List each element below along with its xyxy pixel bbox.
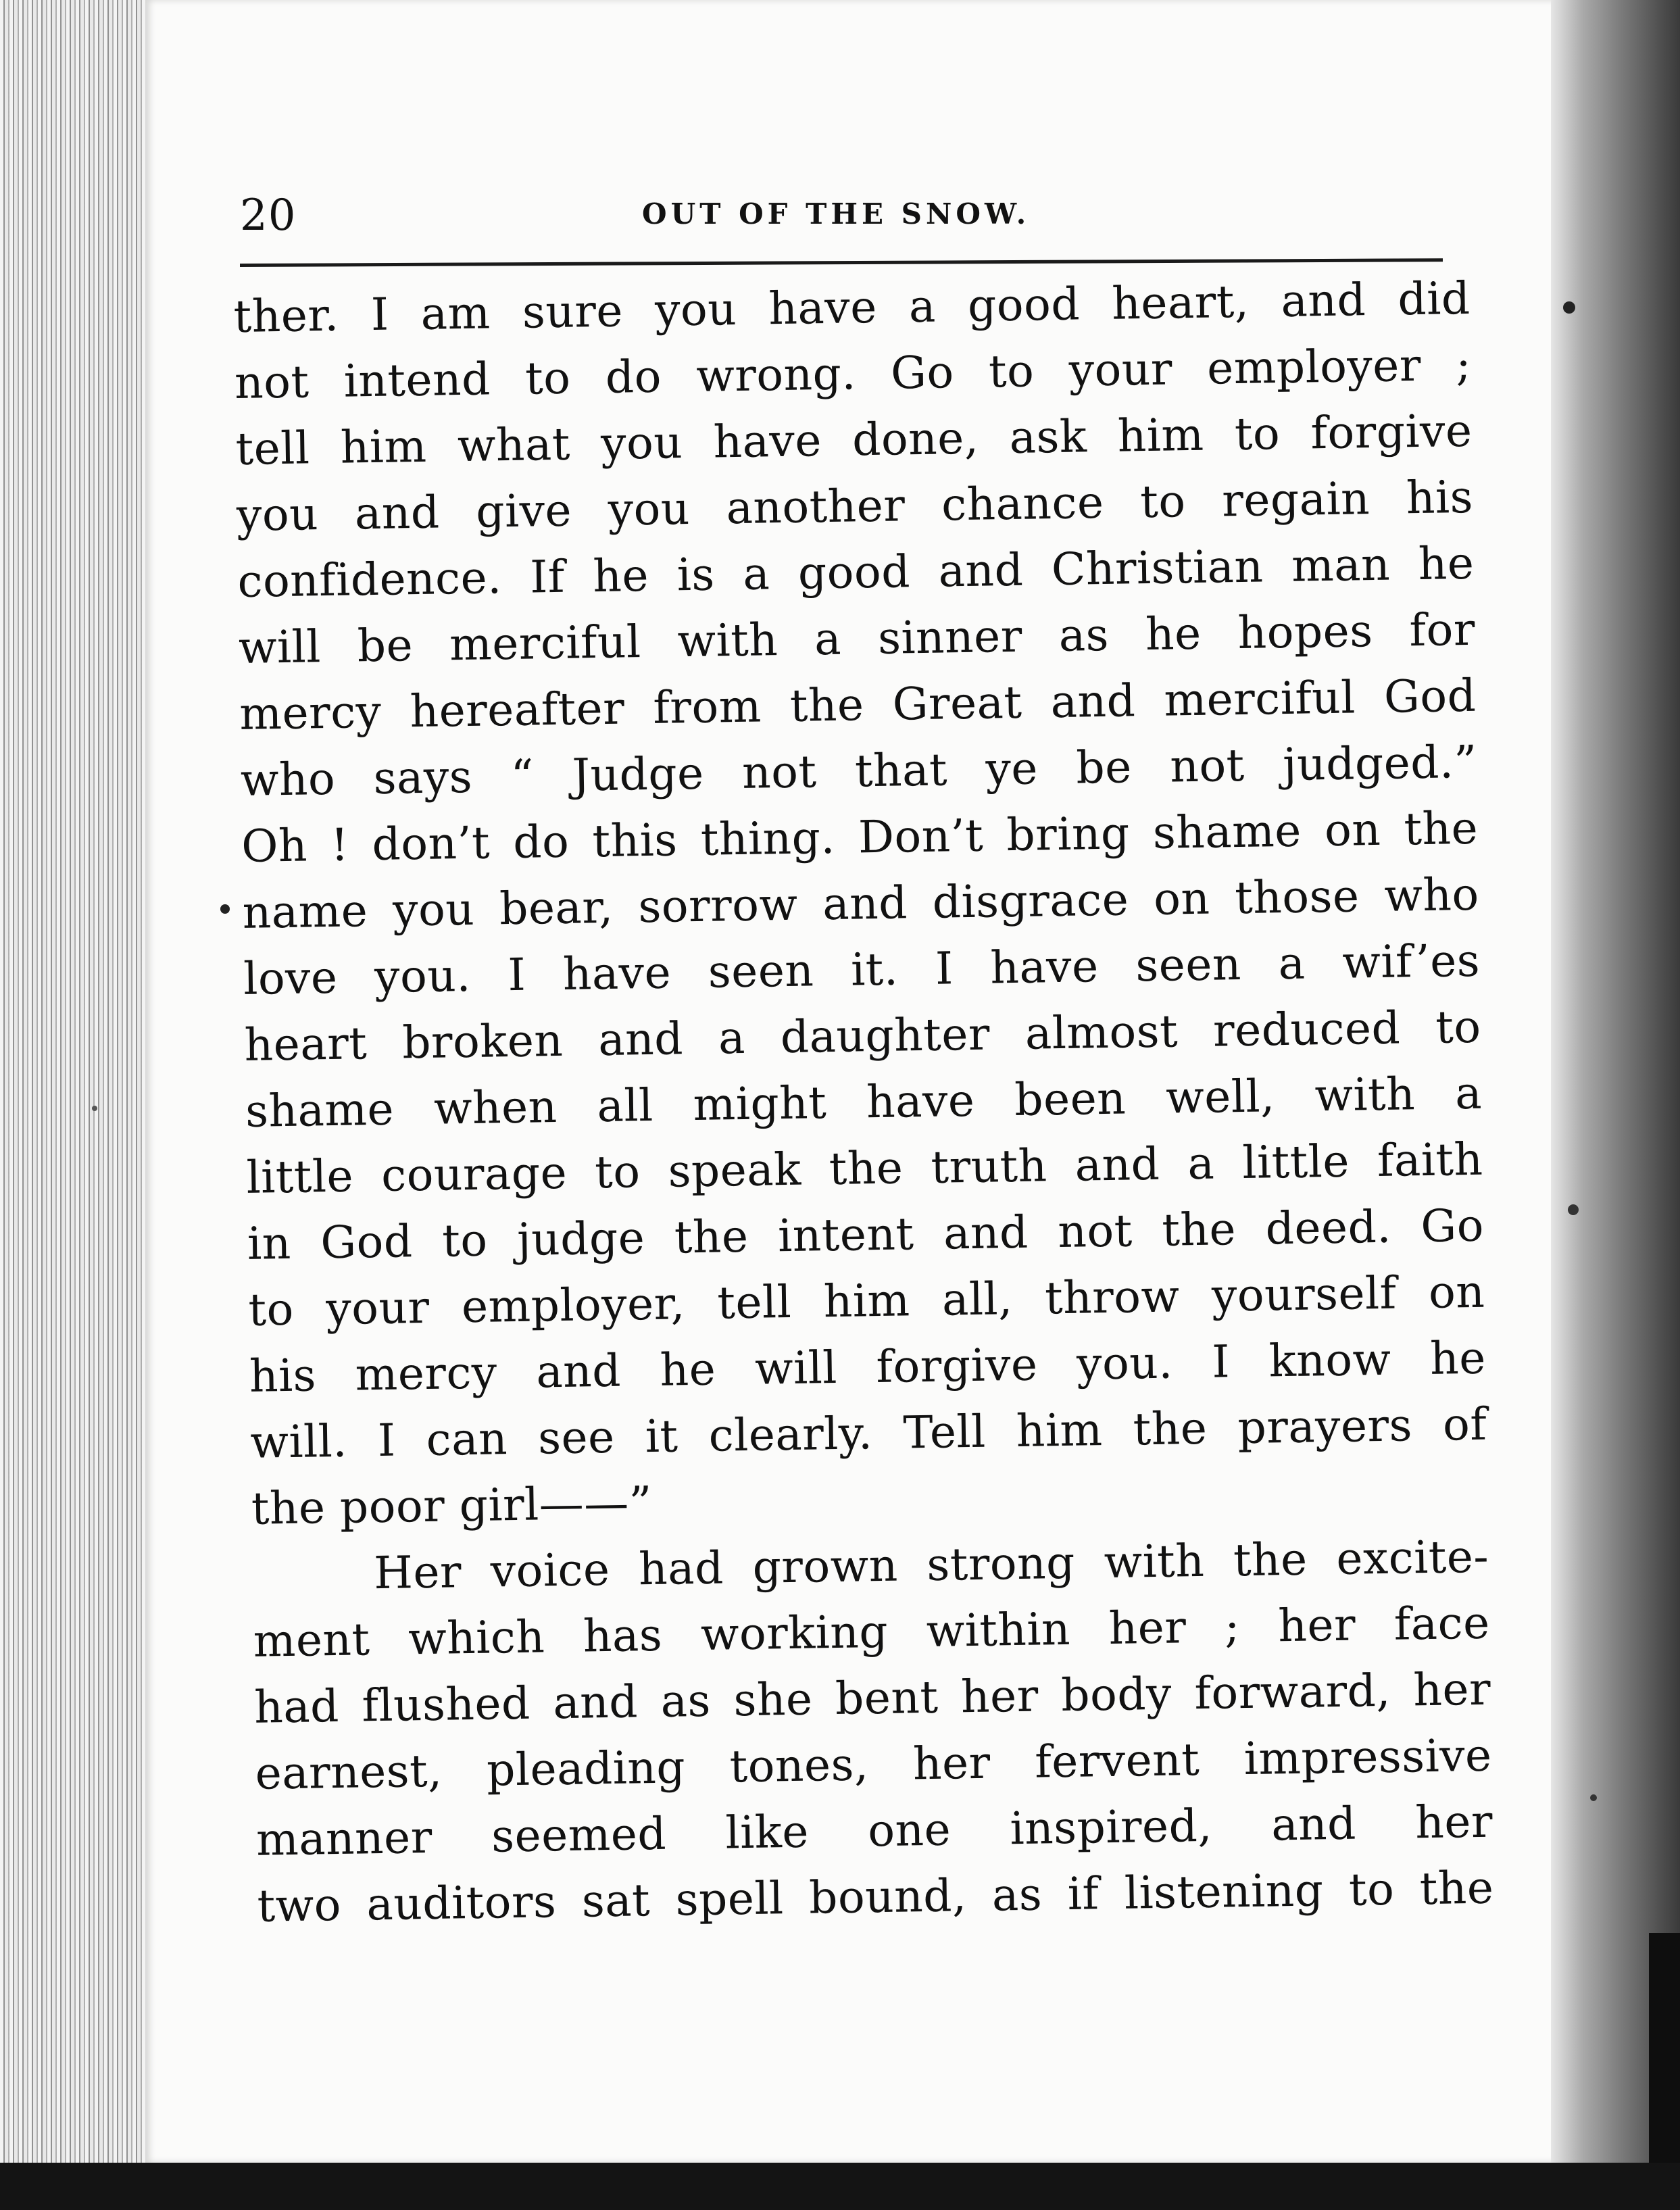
page-edges-stack bbox=[0, 0, 155, 2210]
text-line: ther. I am sure you have a good heart, and did bbox=[233, 272, 1471, 343]
body-text bbox=[233, 266, 1494, 1940]
text-line: heart broken and a daughter almost reduced to bbox=[244, 1000, 1482, 1071]
text-line: two auditors sat spell bound, as if listening to the bbox=[257, 1861, 1494, 1932]
text-line: shame when all might have been well, with a bbox=[245, 1066, 1483, 1137]
paragraph-start-line: Her voice had grown strong with the excite- bbox=[373, 1530, 1489, 1600]
text-line: earnest, pleading tones, her fervent impressive bbox=[255, 1729, 1493, 1800]
text-line: mercy hereafter from the Great and merciful God bbox=[239, 669, 1477, 740]
text-line: the poor girl——” bbox=[251, 1477, 653, 1535]
text-line: little courage to speak the truth and a little faith bbox=[246, 1133, 1483, 1204]
text-line: who says “ Judge not that ye be not judged.” bbox=[240, 735, 1478, 806]
text-line: tell him what you have done, ask him to forgive bbox=[235, 404, 1473, 475]
text-line: will be merciful with a sinner as he hopes for bbox=[238, 603, 1476, 674]
book-gutter-shadow bbox=[1551, 0, 1680, 2210]
text-line: manner seemed like one inspired, and her bbox=[255, 1795, 1493, 1866]
text-line: name you bear, sorrow and disgrace on those who bbox=[242, 868, 1480, 939]
text-line: will. I can see it clearly. Tell him the prayers of bbox=[249, 1398, 1487, 1469]
page-number: 20 bbox=[240, 191, 297, 241]
text-line: Oh ! don’t do this thing. Don’t bring shame on the bbox=[241, 802, 1479, 873]
running-head: OUT OF THE SNOW. bbox=[642, 197, 1031, 230]
text-line: to your employer, tell him all, throw yourself on bbox=[247, 1265, 1485, 1336]
text-line: love you. I have seen it. I have seen a wif’es bbox=[243, 934, 1481, 1005]
text-line: his mercy and he will forgive you. I know he bbox=[249, 1331, 1487, 1402]
text-line: confidence. If he is a good and Christian man he bbox=[237, 537, 1475, 608]
text-line: not intend to do wrong. Go to your employer ; bbox=[234, 338, 1472, 409]
text-line: you and give you another chance to regain his bbox=[236, 470, 1474, 541]
text-line: ment which has working within her ; her face bbox=[253, 1596, 1491, 1667]
text-line: had flushed and as she bent her body forward, her bbox=[253, 1663, 1491, 1734]
text-line: in God to judge the intent and not the deed. Go bbox=[247, 1199, 1485, 1270]
bottom-shadow bbox=[0, 2163, 1680, 2210]
